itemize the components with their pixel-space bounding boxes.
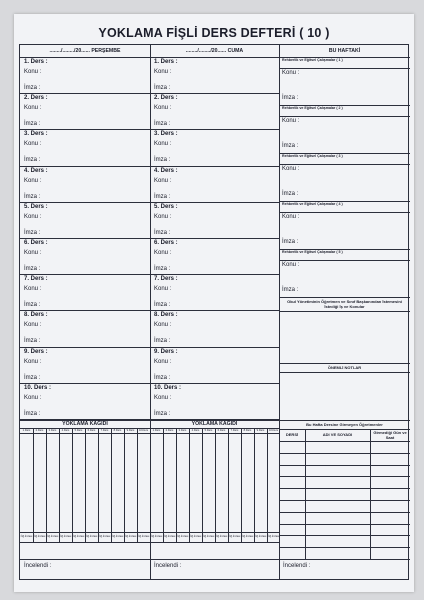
sign-label: Öğ.İmzası bbox=[228, 535, 241, 538]
page-title: YOKLAMA FİŞLİ DERS DEFTERİ ( 10 ) bbox=[98, 26, 330, 40]
admin-note: Okul Yönetiminin Öğretmen ve Sınıf Başkanından İstemesini İstediği İş ve Konular bbox=[287, 299, 402, 309]
konu-label: Konu : bbox=[24, 141, 42, 148]
important-notes-sub-rule bbox=[279, 372, 410, 373]
sign-label: Öğ.İmzası bbox=[72, 535, 85, 538]
guidance-sub-rule bbox=[279, 164, 410, 165]
admin-note-rule bbox=[279, 297, 410, 298]
column-divider bbox=[150, 45, 151, 579]
inspected-label: İncelendi : bbox=[154, 563, 182, 569]
lesson-number: 3. Ders : bbox=[24, 131, 48, 138]
sign-label: Öğ.İmzası bbox=[46, 535, 59, 538]
lesson-number: 3. Ders : bbox=[154, 131, 178, 138]
important-notes-rule bbox=[279, 363, 410, 364]
attendance-col-label: 8.Ders bbox=[113, 429, 122, 432]
attendance-col-rule bbox=[46, 428, 47, 542]
guidance-title: Rehberlik ve Eğitsel Çalışmalar ( 1 ) bbox=[282, 58, 343, 62]
konu-label: Konu : bbox=[24, 213, 42, 220]
day-header-friday: ......../......../20...... CUMA bbox=[185, 48, 244, 54]
imza-label: İmza : bbox=[24, 85, 41, 91]
absent-col-label: ADI VE SOYADI bbox=[322, 432, 353, 437]
imza-label: İmza : bbox=[24, 374, 41, 381]
sign-label: Öğ.İmzası bbox=[254, 535, 267, 538]
attendance-col-label: 9.Ders bbox=[126, 429, 135, 432]
inspected-label: İncelendi : bbox=[283, 563, 311, 569]
attendance-col-rule bbox=[228, 428, 229, 542]
inspected-label: İncelendi : bbox=[24, 563, 52, 569]
lesson-number: 2. Ders : bbox=[24, 95, 48, 102]
attendance-col-label: 4.Ders bbox=[61, 429, 70, 432]
imza-label: İmza : bbox=[154, 229, 171, 236]
lesson-number: 7. Ders : bbox=[154, 276, 178, 283]
attendance-col-rule bbox=[72, 428, 73, 542]
lesson-number: 9. Ders : bbox=[154, 348, 178, 355]
absent-row-rule bbox=[279, 488, 410, 489]
imza-label: İmza : bbox=[154, 410, 171, 417]
konu-label: Konu : bbox=[154, 105, 172, 112]
sign-label: Öğ.İmzası bbox=[241, 535, 254, 538]
attendance-sign-rule bbox=[20, 542, 279, 543]
attendance-col-rule bbox=[202, 428, 203, 542]
imza-label: İmza : bbox=[24, 193, 41, 200]
sign-label: Öğ.İmzası bbox=[85, 535, 98, 538]
imza-label: İmza : bbox=[154, 266, 171, 272]
absent-row-rule bbox=[279, 524, 410, 525]
sign-label: Öğ.İmzası bbox=[137, 535, 150, 538]
absent-col-rule bbox=[370, 429, 371, 559]
attendance-col-label: 10.Ders bbox=[268, 429, 279, 432]
lesson-number: 4. Ders : bbox=[154, 167, 178, 174]
attendance-col-label: 5.Ders bbox=[204, 429, 213, 432]
konu-label: Konu : bbox=[154, 358, 172, 365]
konu-label: Konu : bbox=[24, 322, 42, 329]
attendance-col-label: 6.Ders bbox=[217, 429, 226, 432]
attendance-col-label: 9.Ders bbox=[256, 429, 265, 432]
guidance-sub-rule bbox=[279, 116, 410, 117]
absent-row-rule bbox=[279, 476, 410, 477]
weekly-header: BU HAFTAKİ bbox=[328, 48, 361, 54]
attendance-col-rule bbox=[33, 428, 34, 542]
attendance-col-rule bbox=[98, 428, 99, 542]
konu-label: Konu : bbox=[282, 70, 300, 76]
konu-label: Konu : bbox=[24, 105, 42, 112]
lesson-number: 9. Ders : bbox=[24, 348, 48, 355]
konu-label: Konu : bbox=[154, 394, 172, 401]
lesson-row-rule bbox=[20, 129, 279, 130]
guidance-title: Rehberlik ve Eğitsel Çalışmalar ( 2 ) bbox=[282, 106, 343, 110]
sign-label: Öğ.İmzası bbox=[163, 535, 176, 538]
sign-label: Öğ.İmzası bbox=[189, 535, 202, 538]
absent-row-rule bbox=[279, 547, 410, 548]
lesson-number: 4. Ders : bbox=[24, 167, 48, 174]
konu-label: Konu : bbox=[154, 286, 172, 293]
absent-head-bottom-rule bbox=[279, 441, 410, 442]
imza-label: İmza : bbox=[24, 121, 41, 128]
sign-label: Öğ.İmzası bbox=[59, 535, 72, 538]
attendance-col-label: 8.Ders bbox=[243, 429, 252, 432]
day-header-thursday: ......../......../20...... PERŞEMBE bbox=[49, 48, 121, 54]
lesson-number: 7. Ders : bbox=[24, 276, 48, 283]
attendance-col-rule bbox=[124, 428, 125, 542]
guidance-sub-rule bbox=[279, 212, 410, 213]
konu-label: Konu : bbox=[24, 394, 42, 401]
imza-label: İmza : bbox=[282, 143, 299, 149]
admin-note-sub-rule bbox=[279, 311, 410, 312]
column-divider bbox=[279, 45, 280, 579]
lesson-row-rule bbox=[20, 310, 279, 311]
sign-label: Öğ.İmzası bbox=[150, 535, 163, 538]
konu-label: Konu : bbox=[24, 250, 42, 256]
attendance-col-label: 7.Ders bbox=[230, 429, 239, 432]
konu-label: Konu : bbox=[282, 166, 300, 172]
imza-label: İmza : bbox=[282, 191, 299, 197]
konu-label: Konu : bbox=[24, 177, 42, 184]
imza-label: İmza : bbox=[154, 121, 171, 128]
attendance-col-rule bbox=[189, 428, 190, 542]
konu-label: Konu : bbox=[154, 322, 172, 329]
absent-row-rule bbox=[279, 500, 410, 501]
attendance-col-rule bbox=[254, 428, 255, 542]
attendance-col-rule bbox=[111, 428, 112, 542]
konu-label: Konu : bbox=[282, 262, 300, 268]
sign-label: Öğ.İmzası bbox=[98, 535, 111, 538]
imza-label: İmza : bbox=[154, 157, 171, 164]
konu-label: Konu : bbox=[24, 358, 42, 365]
konu-label: Konu : bbox=[154, 141, 172, 148]
attendance-title: YOKLAMA KAĞIDI bbox=[62, 421, 108, 427]
imza-label: İmza : bbox=[282, 239, 299, 245]
imza-label: İmza : bbox=[154, 193, 171, 200]
lesson-row-rule bbox=[20, 274, 279, 275]
imza-label: İmza : bbox=[24, 266, 41, 272]
attendance-col-label: 5.Ders bbox=[74, 429, 83, 432]
konu-label: Konu : bbox=[154, 213, 172, 220]
sign-label: Öğ.İmzası bbox=[176, 535, 189, 538]
attendance-col-label: 1.Ders bbox=[152, 429, 161, 432]
ledger-frame bbox=[19, 44, 409, 580]
lesson-number: 2. Ders : bbox=[154, 95, 178, 102]
lesson-number: 10. Ders : bbox=[24, 384, 52, 391]
attendance-col-rule bbox=[59, 428, 60, 542]
lesson-number: 8. Ders : bbox=[24, 312, 48, 319]
guidance-sub-rule bbox=[279, 68, 410, 69]
imza-label: İmza : bbox=[154, 338, 171, 345]
attendance-col-label: 7.Ders bbox=[100, 429, 109, 432]
lesson-number: 1. Ders : bbox=[24, 59, 48, 65]
absent-row-rule bbox=[279, 453, 410, 454]
lesson-row-rule bbox=[20, 202, 279, 203]
konu-label: Konu : bbox=[154, 250, 172, 256]
sign-label: Öğ.İmzası bbox=[215, 535, 228, 538]
absent-col-label: Girmediği Gün ve Saat bbox=[373, 430, 407, 440]
imza-label: İmza : bbox=[24, 302, 41, 309]
sign-label: Öğ.İmzası bbox=[267, 535, 280, 538]
attendance-col-label: 1.Ders bbox=[22, 429, 31, 432]
sign-label: Öğ.İmzası bbox=[202, 535, 215, 538]
attendance-col-label: 10.Ders bbox=[138, 429, 149, 432]
lesson-number: 6. Ders : bbox=[24, 240, 48, 246]
imza-label: İmza : bbox=[154, 85, 171, 91]
inspection-rule bbox=[20, 559, 410, 560]
guidance-sub-rule bbox=[279, 260, 410, 261]
attendance-col-label: 2.Ders bbox=[165, 429, 174, 432]
lesson-number: 10. Ders : bbox=[154, 384, 182, 391]
sign-label: Öğ.İmzası bbox=[20, 535, 33, 538]
attendance-col-label: 3.Ders bbox=[178, 429, 187, 432]
imza-label: İmza : bbox=[282, 95, 299, 101]
lesson-number: 5. Ders : bbox=[154, 203, 178, 210]
konu-label: Konu : bbox=[154, 69, 172, 75]
konu-label: Konu : bbox=[24, 286, 42, 293]
imza-label: İmza : bbox=[24, 338, 41, 345]
attendance-col-rule bbox=[267, 428, 268, 542]
sign-label: Öğ.İmzası bbox=[111, 535, 124, 538]
lesson-row-rule bbox=[20, 347, 279, 348]
imza-label: İmza : bbox=[24, 229, 41, 236]
important-notes: ÖNEMLİ NOTLAR bbox=[327, 365, 362, 370]
lesson-row-rule bbox=[20, 93, 279, 94]
lesson-row-rule bbox=[20, 238, 279, 239]
lesson-row-rule bbox=[20, 166, 279, 167]
attendance-col-rule bbox=[85, 428, 86, 542]
absent-teachers-title: Bu Hafta Dersine Girmeyen Öğretmenler bbox=[306, 422, 383, 427]
imza-label: İmza : bbox=[282, 287, 299, 293]
attendance-col-rule bbox=[163, 428, 164, 542]
lesson-number: 6. Ders : bbox=[154, 240, 178, 246]
absent-row-rule bbox=[279, 512, 410, 513]
imza-label: İmza : bbox=[154, 374, 171, 381]
imza-label: İmza : bbox=[154, 302, 171, 309]
konu-label: Konu : bbox=[154, 177, 172, 184]
guidance-title: Rehberlik ve Eğitsel Çalışmalar ( 5 ) bbox=[282, 250, 343, 254]
imza-label: İmza : bbox=[24, 157, 41, 164]
absent-col-label: DERSİ bbox=[285, 432, 299, 437]
lesson-number: 5. Ders : bbox=[24, 203, 48, 210]
guidance-title: Rehberlik ve Eğitsel Çalışmalar ( 4 ) bbox=[282, 202, 343, 206]
attendance-title: YOKLAMA KAĞIDI bbox=[191, 421, 238, 427]
attendance-col-rule bbox=[176, 428, 177, 542]
absent-row-rule bbox=[279, 465, 410, 466]
attendance-col-label: 2.Ders bbox=[35, 429, 44, 432]
attendance-col-label: 3.Ders bbox=[48, 429, 57, 432]
imza-label: İmza : bbox=[24, 410, 41, 417]
absent-col-rule bbox=[305, 429, 306, 559]
konu-label: Konu : bbox=[282, 118, 300, 124]
konu-label: Konu : bbox=[282, 214, 300, 220]
attendance-col-rule bbox=[137, 428, 138, 542]
attendance-col-rule bbox=[241, 428, 242, 542]
lesson-number: 1. Ders : bbox=[154, 59, 178, 65]
konu-label: Konu : bbox=[24, 69, 42, 75]
guidance-title: Rehberlik ve Eğitsel Çalışmalar ( 3 ) bbox=[282, 154, 343, 158]
attendance-col-label: 6.Ders bbox=[87, 429, 96, 432]
lesson-row-rule bbox=[20, 383, 279, 384]
absent-row-rule bbox=[279, 535, 410, 536]
sign-label: Öğ.İmzası bbox=[124, 535, 137, 538]
attendance-col-rule bbox=[215, 428, 216, 542]
lesson-number: 8. Ders : bbox=[154, 312, 178, 319]
attendance-col-label: 4.Ders bbox=[191, 429, 200, 432]
notebook-page bbox=[14, 14, 414, 592]
sign-label: Öğ.İmzası bbox=[33, 535, 46, 538]
